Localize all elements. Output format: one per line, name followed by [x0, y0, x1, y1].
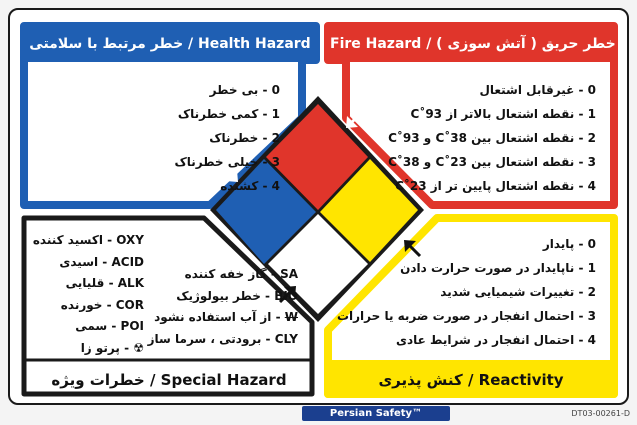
list-item: 0 - بی خطر [209, 83, 280, 97]
hazard-desc: - اسیدی [59, 254, 108, 269]
hazard-code: ALK [117, 276, 144, 290]
product-code-text: DT03-00261-D [571, 409, 630, 418]
list-item: 2 - تغییرات شیمیایی شدید [440, 285, 596, 299]
list-item [146, 264, 298, 286]
product-code [455, 407, 630, 420]
hazard-desc: - اکسید کننده [32, 233, 113, 247]
list-item: 4 - کشنده [220, 179, 280, 193]
health-hazard-list [110, 78, 280, 198]
list-item: 4 - احتمال انفجار در شرایط عادی [395, 333, 596, 347]
hazard-desc: - گاز خفه کننده [184, 267, 276, 281]
fire-hazard-title: Fire Hazard / ( آتش سوزی ) خطر حریق [330, 36, 616, 52]
list-item: 3 - احتمال انفجار در صورت ضربه یا حرارات [336, 309, 596, 323]
hazard-code: CLY [274, 331, 298, 346]
list-item: 2 - خطرناک [209, 131, 280, 145]
list-item: 1 - نقطه اشتعال بالاتر از 93˚C [410, 107, 596, 121]
hazard-code: SA [280, 267, 298, 281]
special-hazard-left-list [34, 230, 144, 359]
brand-label: Persian Safety™ [302, 406, 450, 421]
hazard-desc: - خورنده [60, 297, 112, 312]
special-hazard-right-list [146, 264, 298, 350]
list-item: 0 - پایدار [542, 237, 596, 251]
list-item [34, 273, 144, 295]
list-item: 2 - نقطه اشتعال بین 38˚C و 93˚C [388, 131, 596, 145]
list-item: 3 - خیلی خطرناک [174, 155, 280, 169]
hazard-desc: - از آب استفاده نشود [154, 310, 281, 324]
fire-hazard-list [388, 78, 596, 198]
list-item: 1 - کمی خطرناک [177, 107, 280, 121]
list-item [34, 252, 144, 274]
list-item [34, 230, 144, 252]
list-item: 3 - نقطه اشتعال بین 23˚C و 38˚C [388, 155, 596, 169]
list-item [34, 295, 144, 317]
list-item [34, 338, 144, 360]
reactivity-list [336, 232, 596, 352]
hazard-code: POI [120, 319, 144, 333]
hazard-desc: - قلیایی [65, 276, 114, 290]
radiation-icon: ☢ [133, 340, 144, 355]
hazard-desc: - سمی [75, 319, 117, 333]
list-item: 0 - غیرقابل اشتعال [479, 83, 596, 97]
health-hazard-title: خطر مرتبط با سلامتی / Health Hazard [29, 36, 311, 52]
hazard-desc: - پرتو زا [80, 340, 130, 355]
hazard-desc: - خطر بیولوژیک [176, 288, 270, 303]
hazard-code: BIO [274, 288, 298, 303]
reactivity-title: کنش پذیری / Reactivity [378, 371, 564, 389]
hazard-code: COR [115, 297, 144, 312]
hazard-desc: - برودتی ، سرما ساز [147, 331, 271, 346]
hazard-code: W [284, 310, 298, 324]
list-item [34, 316, 144, 338]
list-item: 1 - ناپایدار در صورت حرارت دادن [400, 261, 596, 275]
list-item: 4 - نقطه اشتعال پایین تر از 23˚C [395, 179, 596, 193]
hazard-code: ACID [111, 254, 144, 269]
list-item [146, 286, 298, 308]
list-item [146, 307, 298, 329]
list-item [146, 329, 298, 351]
special-hazard-title: خطرات ویژه / Special Hazard [51, 371, 287, 389]
hazard-code: OXY [116, 233, 144, 247]
